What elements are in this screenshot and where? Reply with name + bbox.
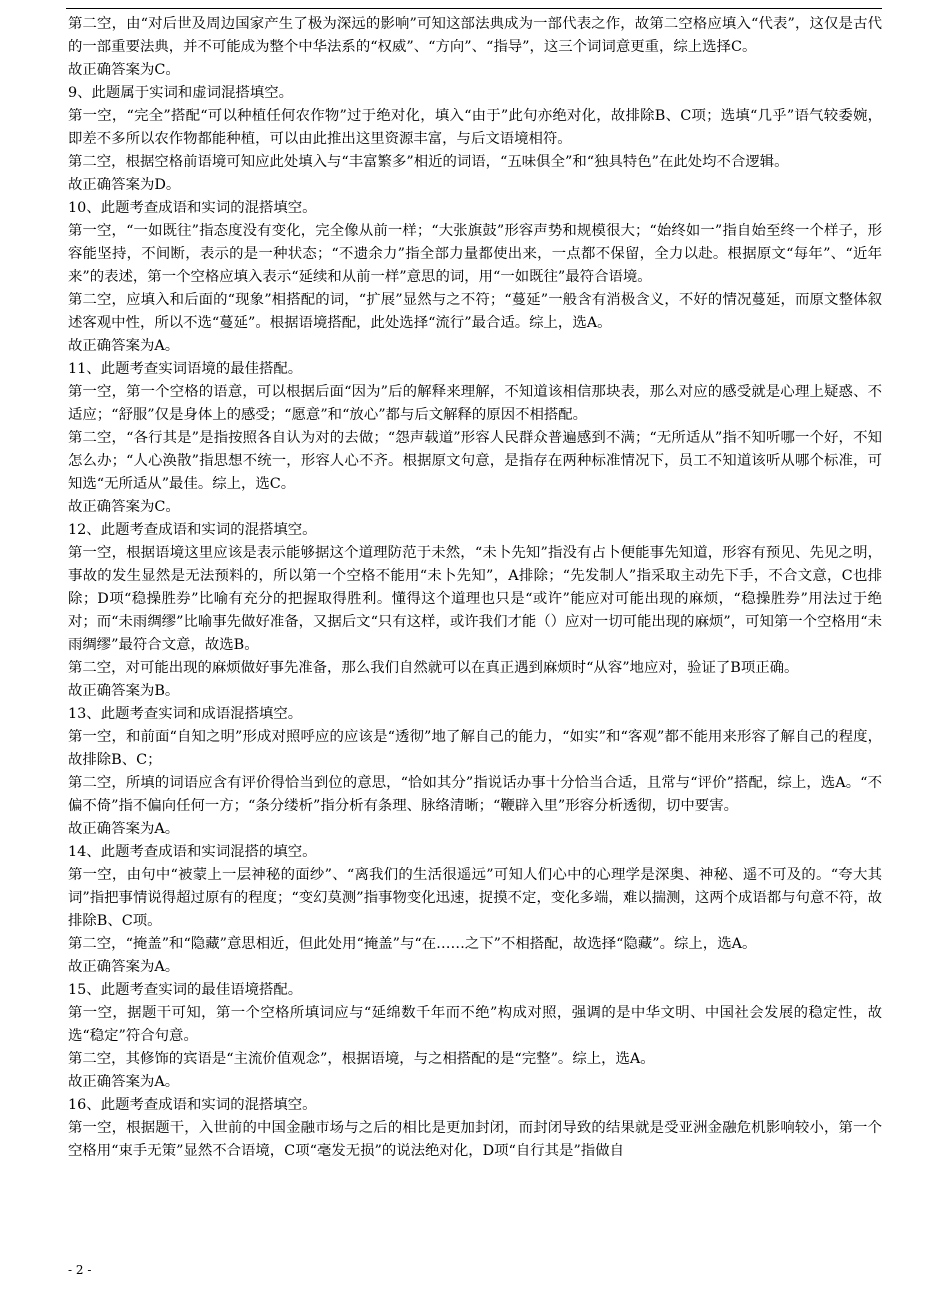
paragraph: 第二空，“各行其是”是指按照各自认为对的去做；“怨声载道”形容人民群众普遍感到不满；“无所适从”指不知听哪一个好，不知怎么办；“人心涣散”指思想不统一，形容人心不齐。根据原文句意，是指存在两种标准情况下，员工不知道该听从哪个标准，可知选“无所适从”最佳。综上，选C。 — [68, 430, 882, 492]
paragraph: 第二空，其修饰的宾语是“主流价值观念”，根据语境，与之相搭配的是“完整”。综上，选A。 — [68, 1051, 655, 1067]
paragraph: 第一空，根据题干，入世前的中国金融市场与之后的相比是更加封闭，而封闭导致的结果就是受亚洲金融危机影响较小，第一个空格用“束手无策”显然不合语境，C项“毫发无损”的说法绝对化，D项“自行其是”指做自 — [68, 1120, 882, 1159]
header-rule — [66, 8, 882, 9]
paragraph: 故正确答案为C。 — [68, 499, 180, 515]
paragraph: 第一空，据题干可知，第一个空格所填词应与“延绵数千年而不绝”构成对照，强调的是中华文明、中国社会发展的稳定性，故选“稳定”符合句意。 — [68, 1005, 882, 1044]
paragraph: 故正确答案为A。 — [68, 959, 180, 975]
paragraph: 16、此题考查成语和实词的混搭填空。 — [68, 1097, 317, 1113]
paragraph: 第二空，“掩盖”和“隐藏”意思相近，但此处用“掩盖”与“在……之下”不相搭配，故选择“隐藏”。综上，选A。 — [68, 936, 757, 952]
paragraph: 11、此题考查实词语境的最佳搭配。 — [68, 361, 303, 377]
paragraph: 故正确答案为C。 — [68, 62, 180, 78]
paragraph: 第一空，根据语境这里应该是表示能够据这个道理防范于未然，“未卜先知”指没有占卜便能事先知道，形容有预见、先见之明，事故的发生显然是无法预料的，所以第一个空格不能用“未卜先知”，A排除；“先发制人”指采取主动先下手，不合文意，C也排除；D项“稳操胜券”比喻有充分的把握取得胜利。懂得这个道理也只是“或许”能应对可能出现的麻烦，“稳操胜券”用法过于绝对；而“未雨绸缪”比喻事先做好准备，又据后文“只有这样，或许我们才能（）应对一切可能出现的麻烦”，可知第一个空格用“未雨绸缪”最符合文意，故选B。 — [68, 545, 882, 653]
paragraph: 9、此题属于实词和虚词混搭填空。 — [68, 85, 294, 101]
answer-explanations — [68, 13, 882, 1163]
paragraph: 第一空，“完全”搭配“可以种植任何农作物”过于绝对化，填入“由于”此句亦绝对化，故排除B、C项；选填“几乎”语气较委婉，即差不多所以农作物都能种植，可以由此推出这里资源丰富，与后文语境相符。 — [68, 108, 882, 147]
paragraph: 12、此题考查成语和实词的混搭填空。 — [68, 522, 317, 538]
page-number: - 2 - — [68, 1263, 92, 1277]
paragraph: 第一空，由句中“被蒙上一层神秘的面纱”、“离我们的生活很遥远”可知人们心中的心理学是深奥、神秘、遥不可及的。“夸大其词”指把事情说得超过原有的程度；“变幻莫测”指事物变化迅速，捉摸不定，变化多端，难以揣测，这两个成语都与句意不符，故排除B、C项。 — [68, 867, 882, 929]
paragraph: 第二空，由“对后世及周边国家产生了极为深远的影响”可知这部法典成为一部代表之作，故第二空格应填入“代表”，这仅是古代的一部重要法典，并不可能成为整个中华法系的“权威”、“方向”、“指导”，这三个词词意更重，综上选择C。 — [68, 16, 882, 55]
paragraph: 第一空，和前面“自知之明”形成对照呼应的应该是“透彻”地了解自己的能力，“如实”和“客观”都不能用来形容了解自己的程度，故排除B、C； — [68, 729, 882, 768]
paragraph: 故正确答案为A。 — [68, 1074, 180, 1090]
paragraph: 15、此题考查实词的最佳语境搭配。 — [68, 982, 303, 998]
paragraph: 第二空，应填入和后面的“现象”相搭配的词，“扩展”显然与之不符；“蔓延”一般含有消极含义，不好的情况蔓延，而原文整体叙述客观中性，所以不选“蔓延”。根据语境搭配，此处选择“流行”最合适。综上，选A。 — [68, 292, 882, 331]
paragraph: 14、此题考查成语和实词混搭的填空。 — [68, 844, 317, 860]
paragraph: 故正确答案为B。 — [68, 683, 180, 699]
paragraph: 第一空，第一个空格的语意，可以根据后面“因为”后的解释来理解，不知道该相信那块表，那么对应的感受就是心理上疑惑、不适应；“舒服”仅是身体上的感受；“愿意”和“放心”都与后文解释的原因不相搭配。 — [68, 384, 882, 423]
paragraph: 13、此题考查实词和成语混搭填空。 — [68, 706, 303, 722]
paragraph: 第二空，根据空格前语境可知应此处填入与“丰富繁多”相近的词语，“五味俱全”和“独具特色”在此处均不合逻辑。 — [68, 154, 789, 170]
paragraph: 第一空，“一如既往”指态度没有变化，完全像从前一样；“大张旗鼓”形容声势和规模很大；“始终如一”指自始至终一个样子，形容能坚持，不间断，表示的是一种状态；“不遗余力”指全部力量都使出来，一点都不保留，全力以赴。根据原文“每年”、“近年来”的表述，第一个空格应填入表示“延续和从前一样”意思的词，用“一如既往”最符合语境。 — [68, 223, 882, 285]
paragraph: 第二空，对可能出现的麻烦做好事先准备，那么我们自然就可以在真正遇到麻烦时“从容”地应对，验证了B项正确。 — [68, 660, 799, 676]
paragraph: 10、此题考查成语和实词的混搭填空。 — [68, 200, 317, 216]
paragraph: 故正确答案为A。 — [68, 821, 180, 837]
paragraph: 第二空，所填的词语应含有评价得恰当到位的意思，“恰如其分”指说话办事十分恰当合适，且常与“评价”搭配，综上，选A。“不偏不倚”指不偏向任何一方；“条分缕析”指分析有条理、脉络清晰；“鞭辟入里”形容分析透彻，切中要害。 — [68, 775, 882, 814]
paragraph: 故正确答案为D。 — [68, 177, 181, 193]
paragraph: 故正确答案为A。 — [68, 338, 180, 354]
